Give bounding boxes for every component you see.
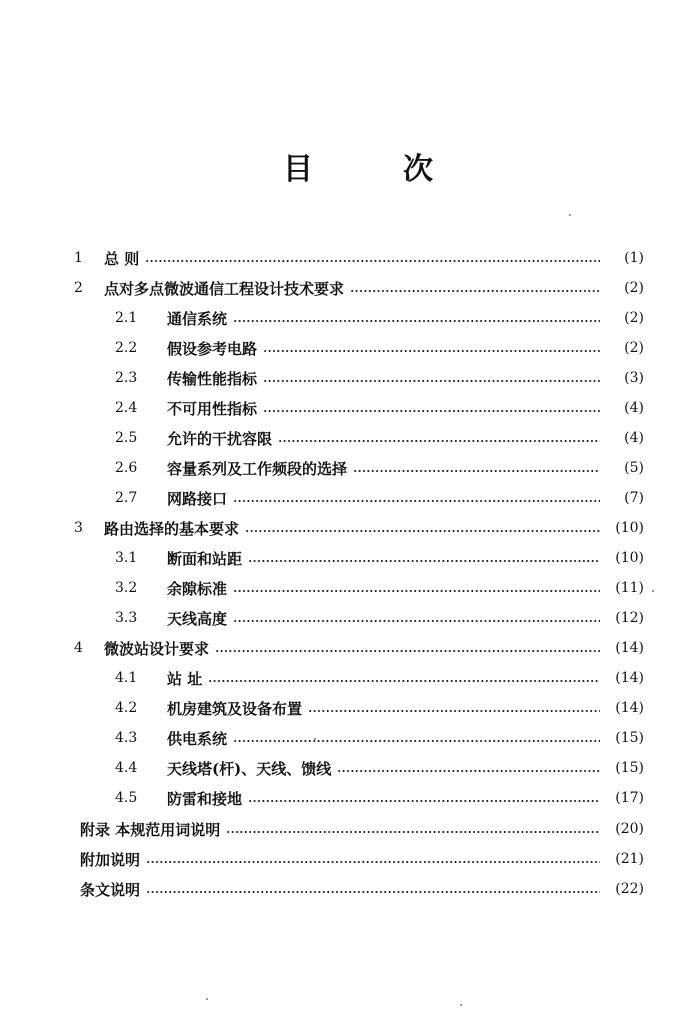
toc-label: 路由选择的基本要求	[104, 519, 240, 538]
dot-leader	[278, 440, 600, 442]
toc-page: (10)	[615, 520, 644, 536]
toc-page: (20)	[615, 821, 644, 837]
toc-number: 2.7	[115, 490, 138, 506]
toc-label: 附录 本规范用词说明	[80, 820, 221, 839]
toc-label: 天线高度	[167, 609, 228, 628]
toc-number: 2	[74, 280, 83, 296]
toc-page: (14)	[615, 700, 644, 716]
toc-label: 总 则	[104, 249, 140, 268]
toc-page: (14)	[615, 640, 644, 656]
dot-leader	[308, 710, 600, 712]
toc-entry-2[interactable]	[74, 273, 644, 303]
scan-speck	[314, 738, 316, 740]
toc-page: (21)	[615, 851, 644, 867]
toc-number: 4.2	[115, 700, 138, 716]
toc-number: 4.1	[115, 670, 138, 686]
toc-label: 断面和站距	[167, 549, 243, 568]
dot-leader	[146, 891, 600, 893]
toc-label: 供电系统	[167, 729, 228, 748]
toc-label: 机房建筑及设备布置	[167, 699, 303, 718]
page-title	[0, 150, 689, 190]
dot-leader	[146, 861, 600, 863]
toc-label: 点对多点微波通信工程设计技术要求	[104, 279, 345, 298]
toc-number: 2.5	[115, 430, 138, 446]
toc-label: 附加说明	[80, 850, 141, 869]
toc-page: (2)	[624, 280, 644, 296]
dot-leader	[245, 530, 600, 532]
toc-label: 防雷和接地	[167, 789, 243, 808]
toc-entry-4-5[interactable]	[115, 783, 644, 813]
toc-page: (3)	[624, 370, 644, 386]
toc-page: (7)	[624, 490, 644, 506]
toc-entry-2-5[interactable]	[115, 423, 644, 453]
toc-entry-2-1[interactable]	[115, 303, 644, 333]
toc-number: 3.1	[115, 550, 138, 566]
toc-number: 2.2	[115, 340, 138, 356]
toc-entry-4-1[interactable]	[115, 663, 644, 693]
toc-number: 2.4	[115, 400, 138, 416]
toc-page: (12)	[615, 610, 644, 626]
toc-number: 4.4	[115, 760, 138, 776]
toc-entry-4-3[interactable]	[115, 723, 644, 753]
toc-label: 余隙标准	[167, 579, 228, 598]
title-char-mu: 目	[283, 152, 313, 187]
toc-entry-3[interactable]	[74, 513, 644, 543]
toc-page: (14)	[615, 670, 644, 686]
toc-entry-2-3[interactable]	[115, 363, 644, 393]
toc-page: (4)	[624, 400, 644, 416]
toc-number: 3.3	[115, 610, 138, 626]
dot-leader	[248, 560, 600, 562]
toc-entry-3-1[interactable]	[115, 543, 644, 573]
toc-entry-2-7[interactable]	[115, 483, 644, 513]
toc-entry-4-2[interactable]	[115, 693, 644, 723]
dot-leader	[263, 380, 600, 382]
toc-page: (15)	[615, 730, 644, 746]
toc-page: (10)	[615, 550, 644, 566]
dot-leader	[233, 320, 600, 322]
toc-entry-3-2[interactable]	[115, 573, 644, 603]
toc-label: 条文说明	[80, 880, 141, 899]
toc-label: 天线塔(杆)、天线、馈线	[167, 759, 332, 778]
dot-leader	[233, 620, 600, 622]
dot-leader	[233, 590, 600, 592]
toc-entry-3-3[interactable]	[115, 603, 644, 633]
toc-entry-additional-notes[interactable]	[80, 844, 644, 874]
scan-speck	[569, 214, 571, 216]
toc-label: 允许的干扰容限	[167, 429, 273, 448]
dot-leader	[145, 260, 600, 262]
toc-number: 2.1	[115, 310, 138, 326]
toc-number: 3.2	[115, 580, 138, 596]
toc-number: 2.6	[115, 460, 138, 476]
toc-number: 3	[74, 520, 83, 536]
toc-label: 微波站设计要求	[104, 639, 210, 658]
toc-page: (11)	[615, 580, 644, 596]
toc-label: 不可用性指标	[167, 399, 258, 418]
toc-page: (4)	[624, 430, 644, 446]
dot-leader	[233, 740, 600, 742]
dot-leader	[208, 680, 600, 682]
scan-speck	[206, 998, 208, 1000]
toc-label: 假设参考电路	[167, 339, 258, 358]
toc-page: (2)	[624, 310, 644, 326]
toc-page: (1)	[624, 250, 644, 266]
toc-label: 网路接口	[167, 489, 228, 508]
dot-leader	[337, 770, 600, 772]
scan-speck	[460, 1004, 462, 1006]
toc-page: (5)	[624, 460, 644, 476]
toc-page: (15)	[615, 760, 644, 776]
toc-entry-1[interactable]	[74, 243, 644, 273]
dot-leader	[215, 650, 600, 652]
toc-label: 站 址	[167, 669, 203, 688]
toc-page: (17)	[615, 790, 644, 806]
toc-entry-appendix[interactable]	[80, 814, 644, 844]
toc-entry-4-4[interactable]	[115, 753, 644, 783]
toc-page: (2)	[624, 340, 644, 356]
toc-label: 传输性能指标	[167, 369, 258, 388]
toc-entry-2-6[interactable]	[115, 453, 644, 483]
title-char-ci: 次	[403, 152, 433, 187]
dot-leader	[263, 410, 600, 412]
toc-entry-2-2[interactable]	[115, 333, 644, 363]
dot-leader	[248, 800, 600, 802]
toc-number: 2.3	[115, 370, 138, 386]
toc-entry-2-4[interactable]	[115, 393, 644, 423]
toc-entry-article-notes[interactable]	[80, 874, 644, 904]
dot-leader	[226, 831, 600, 833]
toc-number: 4.3	[115, 730, 138, 746]
toc-page: (22)	[615, 881, 644, 897]
toc-entry-4[interactable]	[74, 633, 644, 663]
toc-number: 4.5	[115, 790, 138, 806]
toc-label: 容量系列及工作频段的选择	[167, 459, 348, 478]
toc-number: 1	[74, 250, 83, 266]
dot-leader	[353, 470, 600, 472]
scan-speck	[652, 590, 654, 592]
toc-number: 4	[74, 640, 83, 656]
toc-label: 通信系统	[167, 309, 228, 328]
dot-leader	[263, 350, 600, 352]
dot-leader	[233, 500, 600, 502]
dot-leader	[350, 290, 600, 292]
